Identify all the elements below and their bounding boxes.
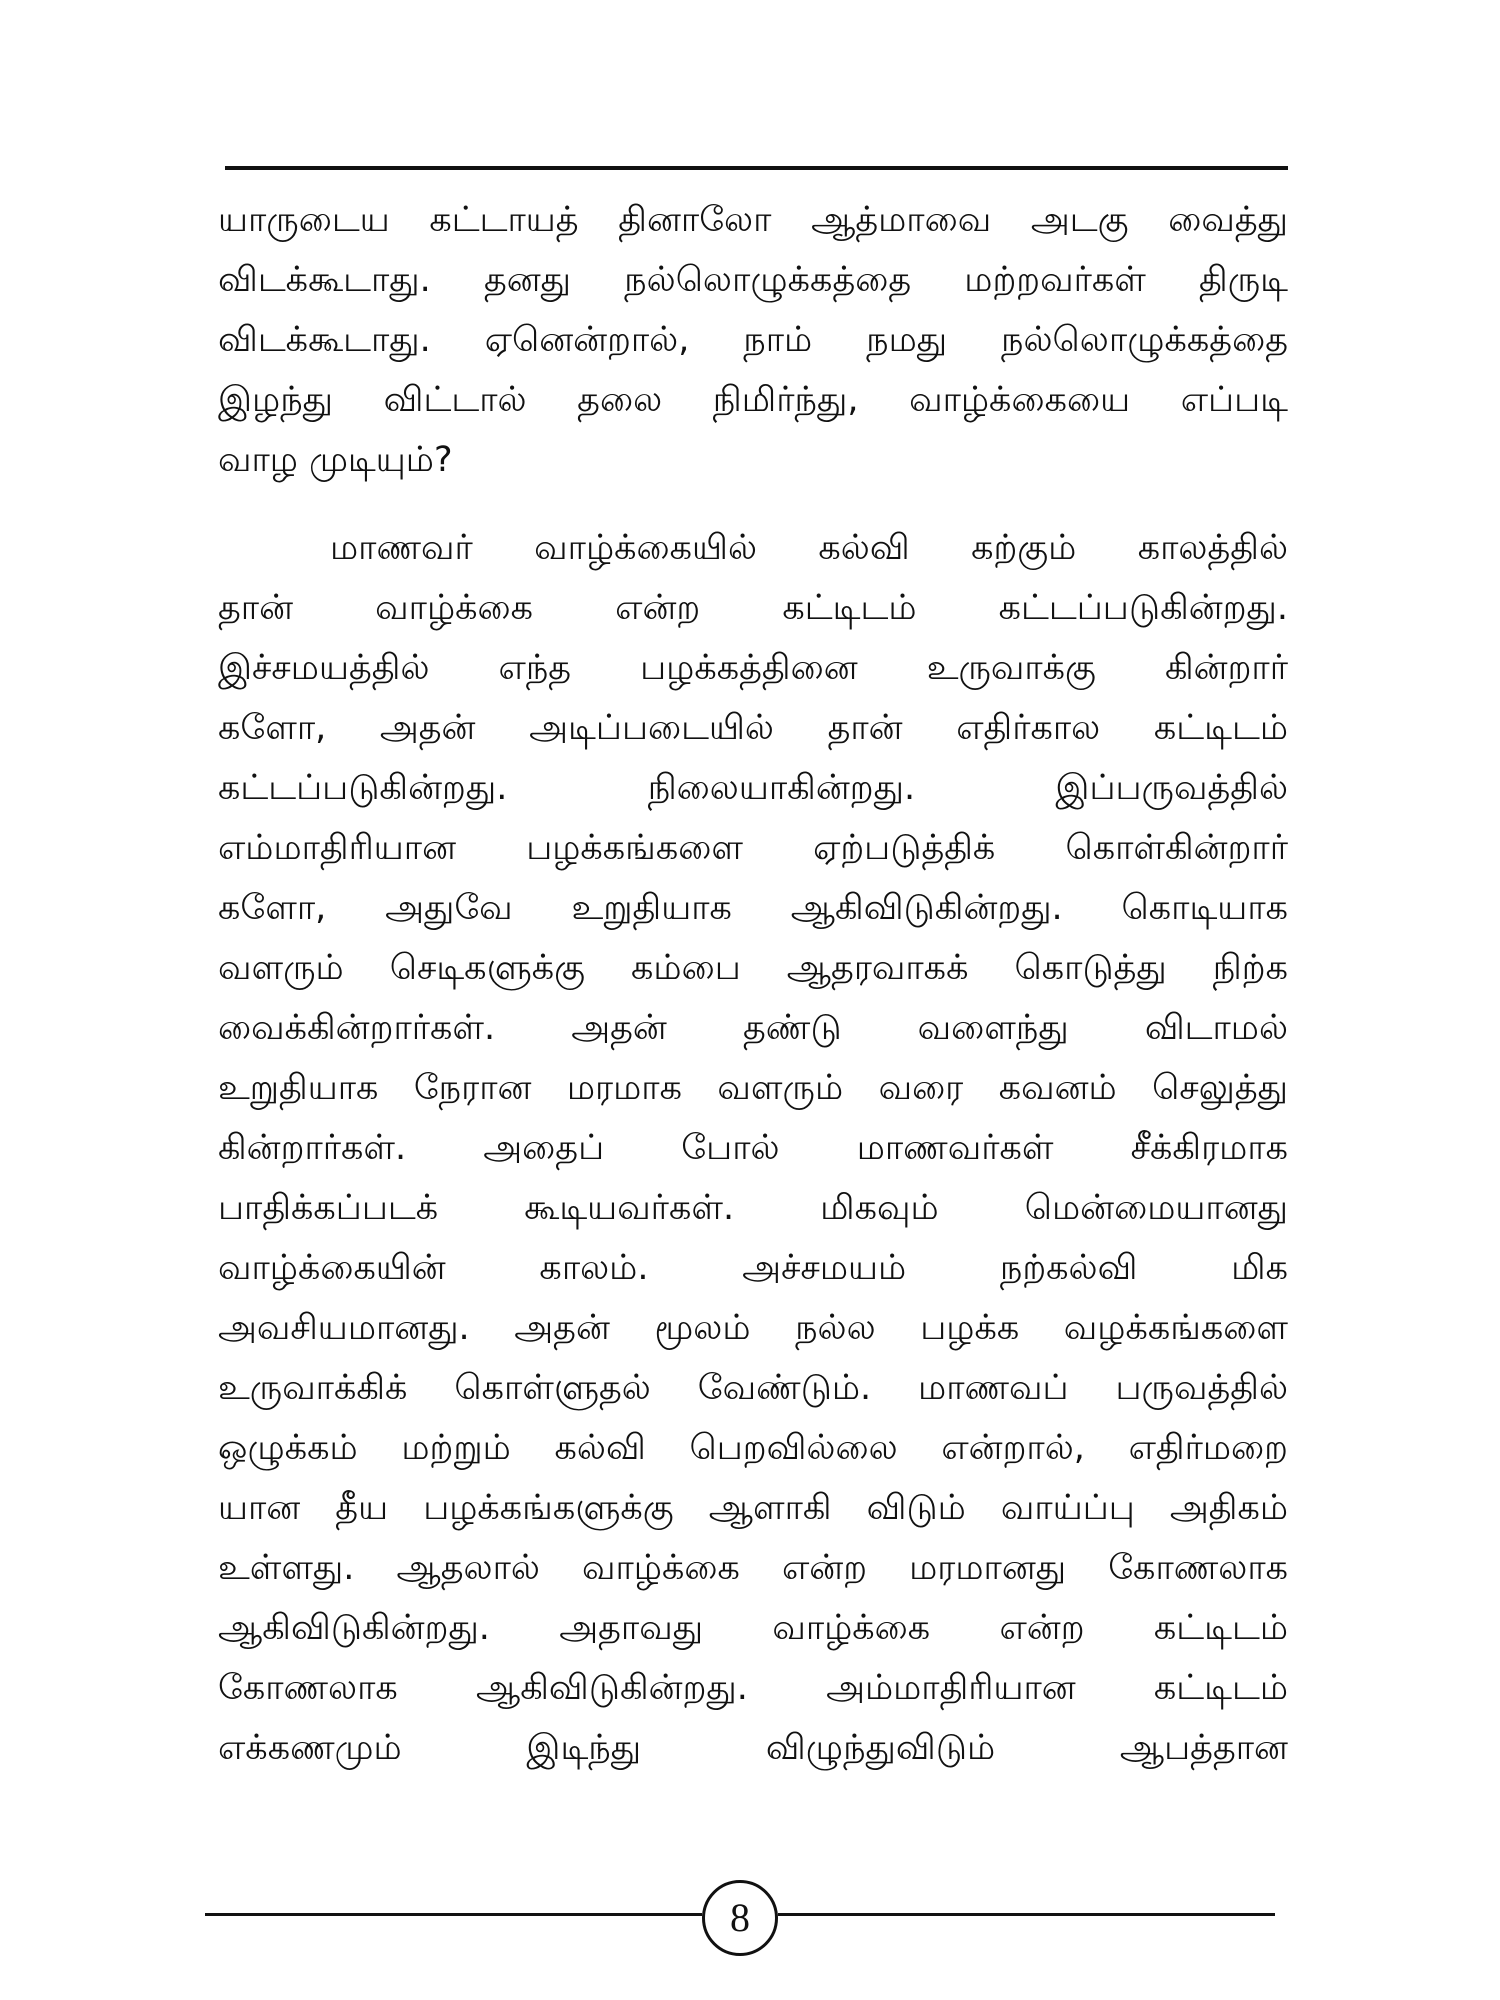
text-line: வாழ முடியும்? bbox=[218, 440, 453, 480]
paragraph-2 bbox=[218, 518, 1288, 1778]
text-line: வாழ்க்கையின் காலம். அச்சமயம் நற்கல்வி மிக bbox=[218, 1248, 1288, 1288]
text-line: கோணலாக ஆகிவிடுகின்றது. அம்மாதிரியான கட்டிடம் bbox=[218, 1668, 1288, 1708]
text-line: தான் வாழ்க்கை என்ற கட்டிடம் கட்டப்படுகின்றது. bbox=[218, 588, 1288, 628]
text-line: யாருடைய கட்டாயத் தினாலோ ஆத்மாவை அடகு வைத்து bbox=[218, 200, 1288, 240]
text-line: கட்டப்படுகின்றது. நிலையாகின்றது. இப்பருவத்தில் bbox=[218, 768, 1288, 808]
page-number: 8 bbox=[702, 1880, 778, 1956]
text-line: அவசியமானது. அதன் மூலம் நல்ல பழக்க வழக்கங்களை bbox=[218, 1308, 1288, 1348]
page-text bbox=[218, 190, 1288, 1778]
text-line: ஒழுக்கம் மற்றும் கல்வி பெறவில்லை என்றால், எதிர்மறை bbox=[218, 1428, 1288, 1468]
text-line: வைக்கின்றார்கள். அதன் தண்டு வளைந்து விடாமல் bbox=[218, 1008, 1288, 1048]
text-line: வளரும் செடிகளுக்கு கம்பை ஆதரவாகக் கொடுத்து நிற்க bbox=[218, 948, 1288, 988]
text-line: இழந்து விட்டால் தலை நிமிர்ந்து, வாழ்க்கையை எப்படி bbox=[218, 380, 1288, 420]
paragraph-spacer bbox=[218, 490, 1288, 518]
footer-rule-left bbox=[205, 1913, 702, 1916]
top-rule bbox=[225, 166, 1288, 170]
text-line: களோ, அதன் அடிப்படையில் தான் எதிர்கால கட்டிடம் bbox=[218, 708, 1288, 748]
text-line: எக்கணமும் இடிந்து விழுந்துவிடும் ஆபத்தான bbox=[218, 1728, 1288, 1768]
text-line: யான தீய பழக்கங்களுக்கு ஆளாகி விடும் வாய்ப்பு அதிகம் bbox=[218, 1488, 1288, 1528]
text-line: உள்ளது. ஆதலால் வாழ்க்கை என்ற மரமானது கோணலாக bbox=[218, 1548, 1288, 1588]
text-line: கின்றார்கள். அதைப் போல் மாணவர்கள் சீக்கிரமாக bbox=[218, 1128, 1288, 1168]
text-line: உறுதியாக நேரான மரமாக வளரும் வரை கவனம் செலுத்து bbox=[218, 1068, 1288, 1108]
text-line: களோ, அதுவே உறுதியாக ஆகிவிடுகின்றது. கொடியாக bbox=[218, 888, 1288, 928]
text-line: எம்மாதிரியான பழக்கங்களை ஏற்படுத்திக் கொள்கின்றார் bbox=[218, 828, 1288, 868]
paragraph-1 bbox=[218, 190, 1288, 490]
text-line: உருவாக்கிக் கொள்ளுதல் வேண்டும். மாணவப் பருவத்தில் bbox=[218, 1368, 1288, 1408]
text-line: ஆகிவிடுகின்றது. அதாவது வாழ்க்கை என்ற கட்டிடம் bbox=[218, 1608, 1288, 1648]
footer-rule-right bbox=[778, 1913, 1275, 1916]
text-line: இச்சமயத்தில் எந்த பழக்கத்தினை உருவாக்கு கின்றார் bbox=[218, 648, 1288, 688]
text-line: விடக்கூடாது. தனது நல்லொழுக்கத்தை மற்றவர்கள் திருடி bbox=[218, 260, 1288, 300]
text-line: மாணவர் வாழ்க்கையில் கல்வி கற்கும் காலத்தில் bbox=[330, 528, 1288, 568]
text-line: விடக்கூடாது. ஏனென்றால், நாம் நமது நல்லொழுக்கத்தை bbox=[218, 320, 1288, 360]
page-footer bbox=[205, 1880, 1275, 1950]
text-line: பாதிக்கப்படக் கூடியவர்கள். மிகவும் மென்மையானது bbox=[218, 1188, 1288, 1228]
